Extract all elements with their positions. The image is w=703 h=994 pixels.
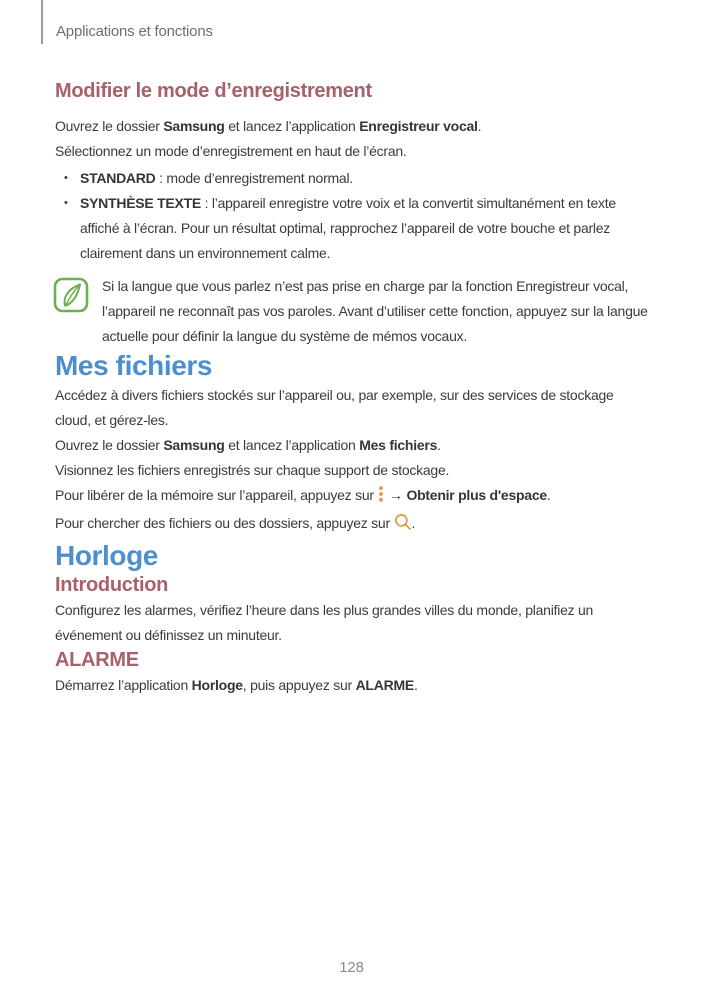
list-item-text <box>80 166 651 191</box>
note-pen-icon <box>53 277 89 349</box>
paragraph-start-alarm <box>55 673 651 698</box>
paragraph-search-files <box>55 511 651 539</box>
text-run: , puis appuyez sur <box>242 677 356 693</box>
page-header: Applications et fonctions <box>56 23 213 40</box>
text-run: et lancez l’application <box>224 437 360 453</box>
menu-item-get-more-space: Obtenir plus d'espace <box>406 487 547 503</box>
text-run: Pour libérer de la mémoire sur l’appareil, appuyez sur <box>55 487 378 503</box>
section-heading-recording-mode: Modifier le mode d’enregistrement <box>55 80 372 102</box>
app-name-clock: Horloge <box>191 677 243 693</box>
tab-name-alarm: ALARME <box>355 677 414 693</box>
text-run: Ouvrez le dossier <box>55 118 164 134</box>
list-item-text <box>80 191 651 266</box>
page-number: 128 <box>339 959 364 976</box>
paragraph-open-my-files <box>55 433 651 458</box>
text-run: . <box>411 515 416 531</box>
paragraph-select-mode: Sélectionnez un mode d’enregistrement en haut de l’écran. <box>55 143 407 159</box>
app-name-voice-recorder: Enregistreur vocal <box>359 118 478 134</box>
search-icon <box>394 513 412 539</box>
app-name-samsung: Samsung <box>163 437 225 453</box>
more-options-icon <box>378 490 384 506</box>
text-run: Pour chercher des fichiers ou des dossiers, appuyez sur <box>55 515 394 531</box>
header-rule <box>41 0 43 44</box>
paragraph-view-files: Visionnez les fichiers enregistrés sur chaque support de stockage. <box>55 462 450 478</box>
bullet-icon: • <box>64 197 68 209</box>
bullet-icon: • <box>64 172 68 184</box>
list-item-speech-to-text <box>55 191 651 266</box>
mode-label-speech-to-text: SYNTHÈSE TEXTE <box>80 195 201 211</box>
app-name-my-files: Mes fichiers <box>359 437 438 453</box>
page-content <box>55 0 651 698</box>
chapter-title-clock: Horloge <box>55 540 158 571</box>
paragraph-files-intro: Accédez à divers fichiers stockés sur l’appareil ou, par exemple, sur des services de stockage cloud, et gérez-les. <box>55 387 614 428</box>
paragraph-free-memory <box>55 483 651 511</box>
arrow-glyph: → <box>385 487 407 503</box>
paragraph-open-recorder <box>55 114 651 139</box>
app-name-samsung: Samsung <box>163 118 225 134</box>
chapter-title-my-files: Mes fichiers <box>55 350 213 381</box>
text-run: . <box>437 437 441 453</box>
text-run: . <box>546 487 551 503</box>
mode-label-standard: STANDARD <box>80 170 156 186</box>
text-run: . <box>477 118 482 134</box>
section-heading-introduction: Introduction <box>55 574 169 596</box>
section-heading-alarm: ALARME <box>55 649 139 671</box>
recording-modes-list <box>55 166 651 266</box>
note-callout <box>55 274 651 349</box>
text-run: et lancez l’application <box>224 118 360 134</box>
note-text: Si la langue que vous parlez n’est pas prise en charge par la fonction Enregistreur vocal, l’appareil ne reconnaît pas vos paroles. Avant d’utiliser cette fonction, appuyez sur la langue actuelle pour définir la langue du système de mémos vocaux. <box>102 278 648 344</box>
list-item-standard <box>55 166 651 191</box>
text-run: : mode d’enregistrement normal. <box>155 170 353 186</box>
paragraph-clock-intro: Configurez les alarmes, vérifiez l’heure dans les plus grandes villes du monde, planifiez un événement ou définissez un minuteur. <box>55 602 594 643</box>
text-run: : l’appareil enregistre votre voix et la convertit simultanément en texte affiché à l’écran. Pour un résultat optimal, rapprochez l’appareil de votre bouche et parlez clairement dans un environnement calme. <box>80 195 616 261</box>
text-run: . <box>413 677 418 693</box>
text-run: Ouvrez le dossier <box>55 437 164 453</box>
text-run: Démarrez l’application <box>55 677 192 693</box>
